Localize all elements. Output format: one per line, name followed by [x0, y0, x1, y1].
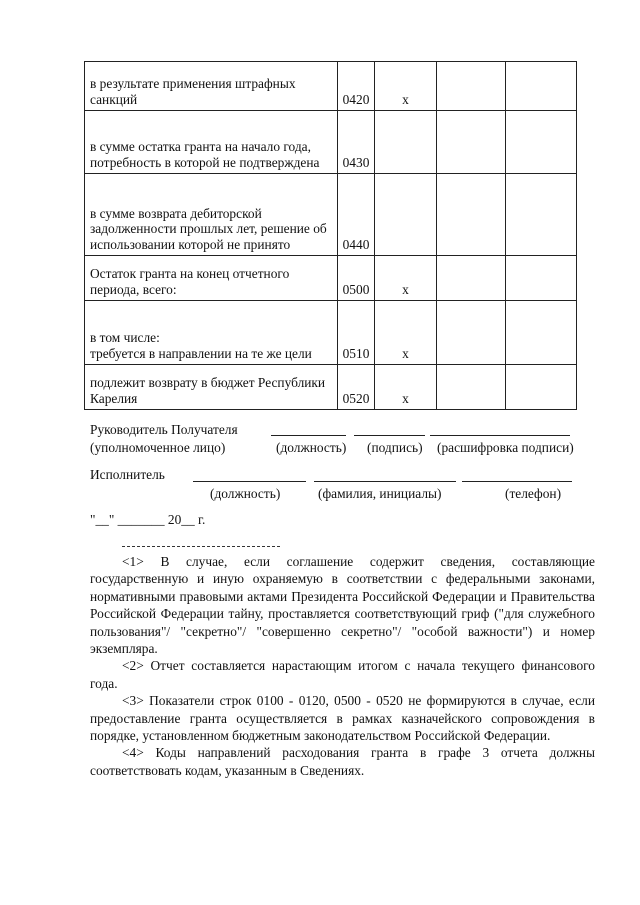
head-subtitle: (уполномоченное лицо) [90, 440, 226, 455]
row-code: 0520 [338, 365, 375, 410]
table-row [85, 62, 577, 111]
footnotes [90, 553, 595, 779]
row-code: 0500 [338, 256, 375, 301]
footnote-separator [122, 546, 280, 547]
row-label: Остаток гранта на конец отчетного периода, всего: [85, 256, 338, 301]
row-mark: x [375, 62, 437, 111]
row-mark: x [375, 365, 437, 410]
cell-empty [506, 111, 577, 174]
row-label: в сумме возврата дебиторской задолженности прошлых лет, решение об использовании которой не принято [85, 174, 338, 256]
head-decoding-caption: (расшифровка подписи) [437, 440, 574, 455]
row-mark: x [375, 256, 437, 301]
decoding-line [430, 435, 570, 436]
row-code: 0510 [338, 301, 375, 365]
cell-empty [437, 174, 506, 256]
row-label: подлежит возврату в бюджет Республики Карелия [85, 365, 338, 410]
table-row [85, 111, 577, 174]
executor-title: Исполнитель [90, 467, 165, 482]
row-code: 0430 [338, 111, 375, 174]
row-code: 0440 [338, 174, 375, 256]
cell-empty [506, 62, 577, 111]
report-table [84, 61, 577, 410]
table-row [85, 256, 577, 301]
cell-empty [437, 256, 506, 301]
head-position-caption: (должность) [276, 440, 347, 455]
head-title: Руководитель Получателя [90, 422, 238, 437]
table-row [85, 365, 577, 410]
exec-name-caption: (фамилия, инициалы) [318, 486, 442, 501]
exec-position-caption: (должность) [210, 486, 281, 501]
footnote-2: <2> Отчет составляется нарастающим итогом с начала текущего финансового года. [90, 658, 595, 691]
footnote-3: <3> Показатели строк 0100 - 0120, 0500 - 0520 не формируются в случае, если предоставление гранта осуществляется в рамках казначейского сопровождения в порядке, установленном бюджетным законодательством Российской Федерации. [90, 693, 595, 744]
row-label: в результате применения штрафных санкций [85, 62, 338, 111]
cell-empty [506, 256, 577, 301]
exec-position-line [193, 481, 306, 482]
row-code: 0420 [338, 62, 375, 111]
cell-empty [506, 365, 577, 410]
cell-empty [437, 301, 506, 365]
footnote-4: <4> Коды направлений расходования гранта в графе 3 отчета должны соответствовать кодам, указанным в Сведениях. [90, 745, 595, 778]
position-line [271, 435, 346, 436]
exec-phone-caption: (телефон) [505, 486, 562, 501]
row-label: в сумме остатка гранта на начало года, потребность в которой не подтверждена [85, 111, 338, 174]
cell-empty [506, 301, 577, 365]
head-signature-caption: (подпись) [367, 440, 423, 455]
date-line: "__" _______ 20__ г. [90, 512, 206, 527]
exec-name-line [314, 481, 456, 482]
cell-empty [437, 365, 506, 410]
table-row [85, 301, 577, 365]
table-row [85, 174, 577, 256]
cell-empty [437, 62, 506, 111]
row-label: в том числе: требуется в направлении на те же цели [85, 301, 338, 365]
footnote-1: <1> В случае, если соглашение содержит сведения, составляющие государственную и иную охраняемую в соответствии с федеральными законами, нормативными правовыми актами Президента Российской Федерации и Правительства Российской Федерации тайну, проставляется соответствующий гриф ("для служебного пользования"/ "секретно"/ "совершенно секретно"/ "особой важности") и номер экземпляра. [90, 554, 595, 657]
row-mark: x [375, 301, 437, 365]
exec-phone-line [462, 481, 572, 482]
cell-empty [506, 174, 577, 256]
row-mark [375, 111, 437, 174]
signature-line [354, 435, 425, 436]
row-mark [375, 174, 437, 256]
cell-empty [437, 111, 506, 174]
